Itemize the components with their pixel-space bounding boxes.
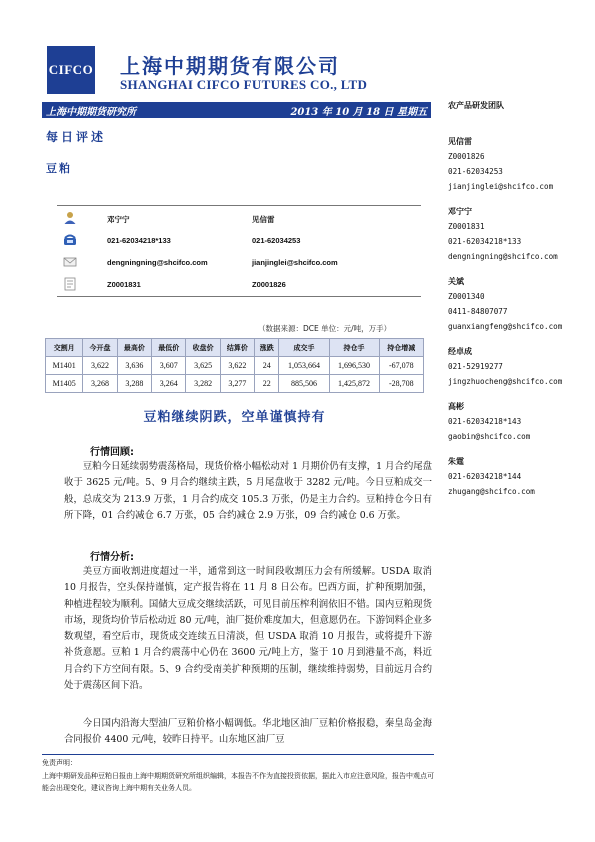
analyst-detail: 021-62034218*133: [448, 237, 522, 246]
table-header: 交割月: [46, 339, 83, 357]
table-cell: 22: [255, 375, 279, 393]
analyst-name: 朱霆: [448, 457, 464, 466]
analyst-name: 邓宁宁: [448, 207, 472, 216]
analyst-email[interactable]: zhugang@shcifco.com: [448, 487, 535, 496]
contact-name-1: 邓宁宁: [107, 215, 130, 224]
table-cell: 3,268: [83, 375, 117, 393]
table-cell: -67,078: [379, 357, 423, 375]
data-source-note: （数据来源：DCE 单位：元/吨，万手）: [258, 324, 392, 333]
table-row: [46, 375, 424, 393]
analyst-detail: 021-62034218*144: [448, 472, 522, 481]
company-logo: CIFCO: [47, 46, 95, 94]
table-header: 今开盘: [83, 339, 117, 357]
header-bar: [42, 102, 431, 118]
analyst-email[interactable]: jingzhuocheng@shcifco.com: [448, 377, 563, 386]
analyst-email[interactable]: gaobin@shcifco.com: [448, 432, 531, 441]
analyst-name: 关斌: [448, 277, 464, 286]
table-header: 持仓增减: [379, 339, 423, 357]
analyst-detail: Z0001831: [448, 222, 485, 231]
table-header: 最低价: [152, 339, 186, 357]
table-cell: -28,708: [379, 375, 423, 393]
contact-license-2: Z0001826: [252, 280, 286, 289]
analyst-email[interactable]: dengningning@shcifco.com: [448, 252, 558, 261]
table-cell: 3,282: [186, 375, 220, 393]
analyst-card: [448, 134, 588, 194]
table-cell: M1405: [46, 375, 83, 393]
contact-phone-2: 021-62034253: [252, 236, 301, 245]
analyst-card: [448, 399, 588, 444]
contact-phone-1: 021-62034218*133: [107, 236, 171, 245]
table-header-row: [46, 339, 424, 357]
contact-email-1[interactable]: dengningning@shcifco.com: [107, 258, 208, 267]
analyst-detail: Z0001340: [448, 292, 485, 301]
report-type: 每日评述: [46, 130, 107, 144]
commodity-title: 豆粕: [46, 162, 72, 175]
table-header: 结算价: [220, 339, 254, 357]
table-cell: M1401: [46, 357, 83, 375]
contact-name-2: 见信雷: [252, 215, 275, 224]
institute-label: 上海中期期货研究所: [46, 106, 136, 118]
analyst-detail: 021-52919277: [448, 362, 503, 371]
analyst-name: 高彬: [448, 402, 464, 411]
contact-row-email: [57, 253, 421, 273]
company-name-cn: 上海中期期货有限公司: [120, 54, 340, 78]
table-cell: 3,622: [220, 357, 254, 375]
analyst-email[interactable]: guanxiangfeng@shcifco.com: [448, 322, 563, 331]
analyst-card: [448, 454, 588, 499]
analyst-detail: Z0001826: [448, 152, 485, 161]
person-icon: [63, 211, 77, 225]
mail-icon: [63, 255, 77, 269]
company-name-en: SHANGHAI CIFCO FUTURES CO., LTD: [120, 77, 368, 92]
paragraph-analysis: 美豆方面收割进度超过一半，通常到这一时间段收割压力会有所缓解。USDA 取消 10 月报告，空头保持谨慎，定产报告将在 11 月 8 日公布。巴西方面，扩种预期加强，种植进程较为顺利。国储大豆成交继续活跃，可见目前压榨利润依旧不错。国内豆粕现货市场，现货均价节后松动近 80 元/吨，油厂挺价难度加大，但意愿仍在。下游饲料企业多数观望，看空后市，现货成交连续五日清淡，但 USDA 取消 10 月报告，或将提升下游补货意愿。豆粕 1 月合约震荡中心仍在 3600 元/吨上方，鉴于 10 月到港量不高，料近月合约下方空间有限。5、9 合约受南美扩种预期的压制，继续维持弱势，目前远月合约处于震荡区间下沿。: [64, 566, 432, 692]
disclaimer-text: 上海中期研发品种豆粕日报由上海中期期货研究所组织编辑，本报告不作为直接投资依据，据此入市应注意风险，报告中观点可能会出现变化，建议咨询上海中期有关业务人员。: [42, 772, 434, 792]
contact-email-2[interactable]: jianjinglei@shcifco.com: [252, 258, 338, 267]
table-cell: 3,622: [83, 357, 117, 375]
table-cell: 3,636: [117, 357, 151, 375]
contact-row-license: [57, 275, 421, 295]
analyst-detail: 021-62034218*143: [448, 417, 522, 426]
table-cell: 1,425,872: [329, 375, 379, 393]
analyst-detail: 0411-84807077: [448, 307, 508, 316]
table-header: 持仓手: [329, 339, 379, 357]
contact-row-name: [57, 209, 421, 229]
table-cell: 1,696,530: [329, 357, 379, 375]
section-title-review: 行情回顾:: [90, 447, 134, 458]
table-row: [46, 357, 424, 375]
contact-box: [57, 205, 421, 297]
analyst-detail: 021-62034253: [448, 167, 503, 176]
footer-divider: [42, 754, 434, 755]
section-title-analysis: 行情分析:: [90, 552, 134, 563]
phone-icon: [63, 233, 77, 247]
table-cell: 3,288: [117, 375, 151, 393]
analyst-name: 见信雷: [448, 137, 472, 146]
table-header: 收盘价: [186, 339, 220, 357]
analyst-card: [448, 204, 588, 264]
table-cell: 3,607: [152, 357, 186, 375]
team-heading: 农产品研发团队: [448, 101, 504, 110]
document-icon: [63, 277, 77, 291]
analyst-email[interactable]: jianjinglei@shcifco.com: [448, 182, 554, 191]
quote-table: [45, 338, 424, 393]
analyst-name: 经卓成: [448, 347, 472, 356]
table-header: 成交手: [279, 339, 329, 357]
article-headline: 豆粕继续阴跌，空单谨慎持有: [143, 410, 326, 425]
report-date: 2013 年 10 月 18 日 星期五: [290, 106, 427, 118]
paragraph-review: 豆粕今日延续弱势震荡格局，现货价格小幅松动对 1 月期价仍有支撑，1 月合约尾盘收于 3625 元/吨。5、9 月合约继续主跌，5 月尾盘收于 3282 元/吨。今日豆粕成交一般，总成交为 213.9 万张，1 月合约成交 105.3 万张，仍是主力合约。豆粕持仓今日有所下降，01 合约减仓 6.7 万张，05 合约减仓 2.9 万张，09 合约减仓 0.6 万张。: [64, 461, 432, 521]
table-cell: 3,625: [186, 357, 220, 375]
table-cell: 3,264: [152, 375, 186, 393]
contact-license-1: Z0001831: [107, 280, 141, 289]
disclaimer-title: 免责声明：: [42, 759, 77, 767]
table-header: 涨跌: [255, 339, 279, 357]
table-cell: 24: [255, 357, 279, 375]
analyst-sidebar: [448, 100, 588, 509]
table-header: 最高价: [117, 339, 151, 357]
analyst-card: [448, 274, 588, 334]
analyst-card: [448, 344, 588, 389]
table-cell: 885,506: [279, 375, 329, 393]
contact-row-phone: [57, 231, 421, 251]
paragraph-spot-market: 今日国内沿海大型油厂豆粕价格小幅调低。华北地区油厂豆粕价格报稳，秦皇岛金海合同报价 4400 元/吨，较昨日持平。山东地区油厂豆: [64, 718, 432, 746]
table-cell: 3,277: [220, 375, 254, 393]
table-cell: 1,053,664: [279, 357, 329, 375]
